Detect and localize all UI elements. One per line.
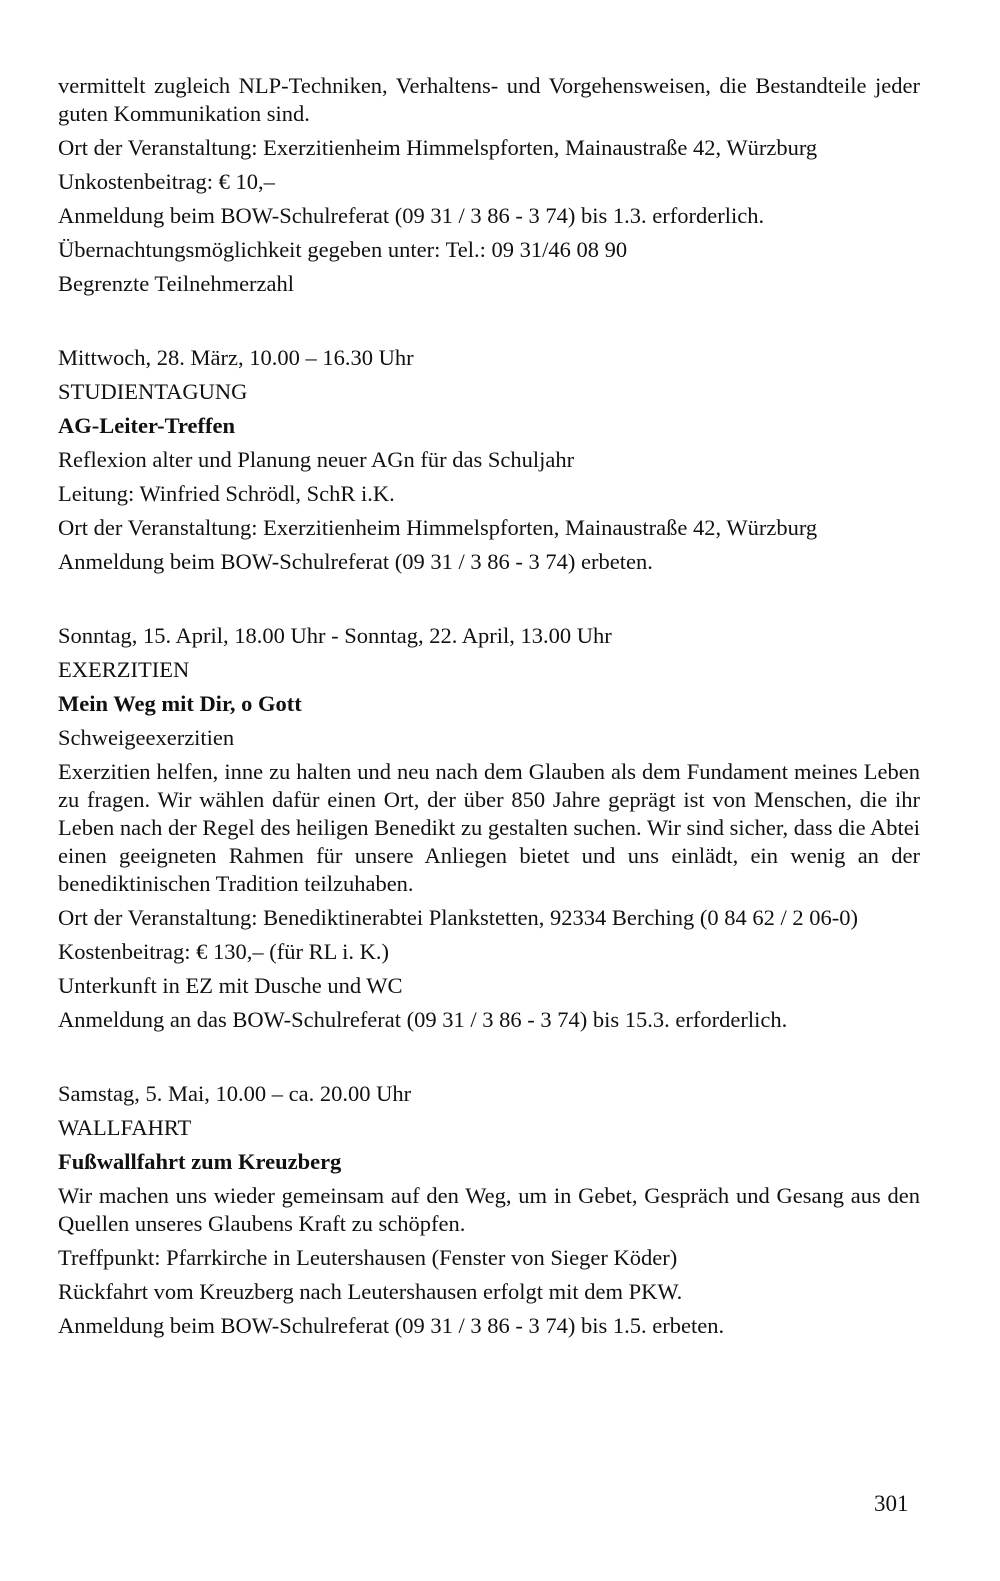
event-exerzitien (58, 622, 920, 1034)
event-fee: Kostenbeitrag: € 130,– (für RL i. K.) (58, 939, 389, 964)
intro-accommodation: Übernachtungsmöglichkeit gegeben unter: Tel.: 09 31/46 08 90 (58, 237, 628, 262)
event-registration: Anmeldung an das BOW-Schulreferat (09 31 / 3 86 - 3 74) bis 15.3. erforderlich. (58, 1007, 788, 1032)
event-return-trip: Rückfahrt vom Kreuzberg nach Leutershausen erfolgt mit dem PKW. (58, 1279, 683, 1304)
event-category: WALLFAHRT (58, 1115, 192, 1140)
event-studientagung (58, 344, 920, 576)
event-date: Sonntag, 15. April, 18.00 Uhr - Sonntag, 22. April, 13.00 Uhr (58, 623, 612, 648)
intro-venue: Ort der Veranstaltung: Exerzitienheim Himmelspforten, Mainaustraße 42, Würzburg (58, 135, 818, 160)
event-registration: Anmeldung beim BOW-Schulreferat (09 31 / 3 86 - 3 74) erbeten. (58, 549, 653, 574)
event-category: STUDIENTAGUNG (58, 379, 248, 404)
intro-block (58, 72, 920, 298)
event-description: Wir machen uns wieder gemeinsam auf den Weg, um in Gebet, Gespräch und Gesang aus den Quellen unseres Glaubens Kraft zu schöpfen. (58, 1183, 920, 1236)
event-venue: Ort der Veranstaltung: Exerzitienheim Himmelspforten, Mainaustraße 42, Würzburg (58, 515, 818, 540)
event-accommodation: Unterkunft in EZ mit Dusche und WC (58, 973, 403, 998)
intro-limit: Begrenzte Teilnehmerzahl (58, 271, 295, 296)
event-title: AG-Leiter-Treffen (58, 413, 236, 438)
event-category: EXERZITIEN (58, 657, 190, 682)
event-date: Samstag, 5. Mai, 10.00 – ca. 20.00 Uhr (58, 1081, 412, 1106)
event-venue: Ort der Veranstaltung: Benediktinerabtei Plankstetten, 92334 Berching (0 84 62 / 2 06-0) (58, 905, 859, 930)
event-date: Mittwoch, 28. März, 10.00 – 16.30 Uhr (58, 345, 414, 370)
event-leader: Leitung: Winfried Schrödl, SchR i.K. (58, 481, 395, 506)
event-wallfahrt (58, 1080, 920, 1340)
page-number: 301 (874, 1491, 909, 1516)
event-title: Fußwallfahrt zum Kreuzberg (58, 1149, 342, 1174)
event-meeting-point: Treffpunkt: Pfarrkirche in Leutershausen (Fenster von Sieger Köder) (58, 1245, 678, 1270)
document-page (58, 72, 920, 1346)
intro-paragraph: vermittelt zugleich NLP-Techniken, Verhaltens- und Vorgehensweisen, die Bestandteile jeder guten Kommunikation sind. (58, 73, 920, 126)
intro-registration: Anmeldung beim BOW-Schulreferat (09 31 / 3 86 - 3 74) bis 1.3. erforderlich. (58, 203, 765, 228)
event-subtitle: Schweigeexerzitien (58, 725, 235, 750)
event-title: Mein Weg mit Dir, o Gott (58, 691, 302, 716)
event-registration: Anmeldung beim BOW-Schulreferat (09 31 / 3 86 - 3 74) bis 1.5. erbeten. (58, 1313, 725, 1338)
event-description: Reflexion alter und Planung neuer AGn für das Schuljahr (58, 447, 575, 472)
intro-fee: Unkostenbeitrag: € 10,– (58, 169, 275, 194)
event-description: Exerzitien helfen, inne zu halten und neu nach dem Glauben als dem Fundament meines Leben zu fragen. Wir wählen dafür einen Ort, der über 850 Jahre geprägt ist von Menschen, die ihr Leben nach der Regel des heiligen Benedikt zu gestalten suchen. Wir sind sicher, dass die Abtei einen geeigneten Rahmen für unsere Anliegen bietet und uns einlädt, ein wenig an der benediktinischen Tradition teilzuhaben. (58, 759, 920, 896)
